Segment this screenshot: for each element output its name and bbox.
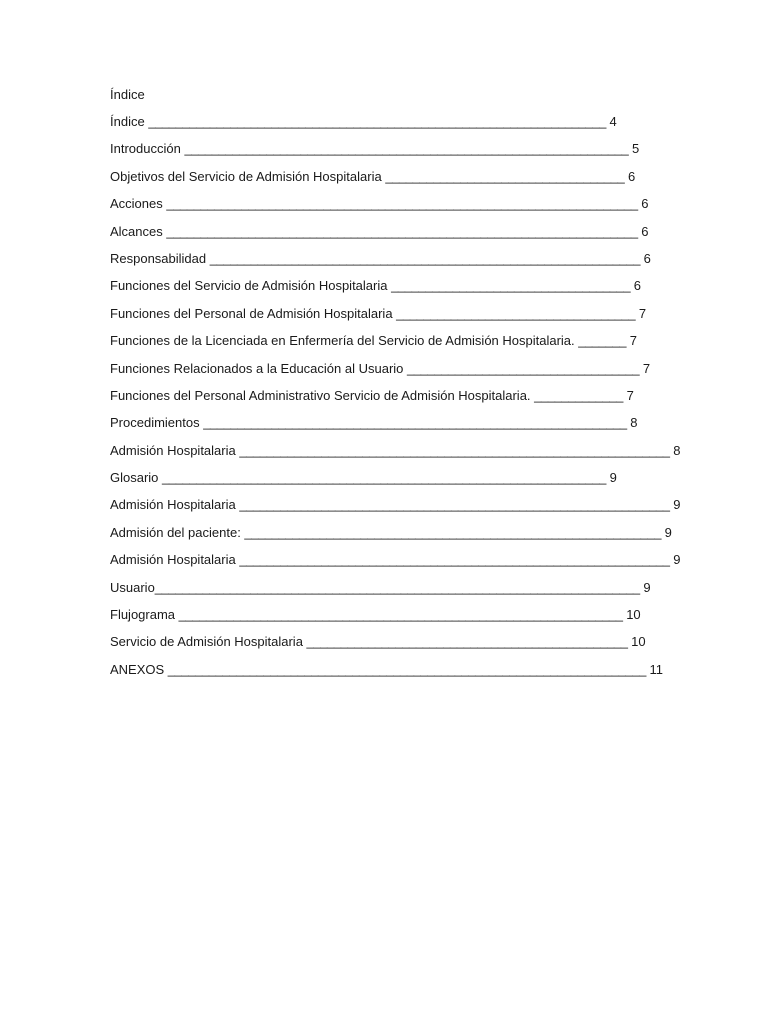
- toc-entry[interactable]: [110, 551, 681, 568]
- toc-entry-title: Servicio de Admisión Hospitalaria: [110, 634, 307, 650]
- toc-entry[interactable]: [110, 442, 681, 459]
- toc-entry-title: Admisión del paciente:: [110, 524, 245, 540]
- toc-entry-title: Alcances: [110, 223, 167, 239]
- toc-entry-page: 7: [626, 333, 637, 349]
- toc-entry-page: 9: [669, 497, 681, 513]
- toc-entry-page: 9: [639, 579, 651, 595]
- toc-entry[interactable]: [110, 414, 670, 431]
- toc-entry-title: Admisión Hospitalaria: [110, 552, 240, 568]
- toc-entry[interactable]: [110, 223, 670, 240]
- toc-entry-title: Índice: [110, 114, 149, 129]
- toc-entry-page: 4: [605, 114, 617, 129]
- toc-entry-leader: _________________________________________________________________: [184, 141, 629, 157]
- toc-entry-page: 10: [627, 634, 646, 650]
- toc-entry-leader: ______________________________________________________________: [203, 415, 627, 431]
- toc-entry-title: Procedimientos: [110, 415, 204, 431]
- toc-entry-title: Funciones del Personal de Admisión Hospitalaria: [110, 305, 397, 321]
- toc-entry-title: Usuario: [110, 579, 155, 595]
- toc-entry-leader: _______________________________________________________________: [239, 552, 670, 568]
- toc-entry-leader: ___________________________________: [385, 168, 625, 184]
- toc-entry-page: 7: [622, 387, 634, 403]
- toc-entry-title: Responsabilidad: [110, 250, 210, 266]
- toc-entry[interactable]: [110, 277, 670, 294]
- toc-entry-leader: _______________________________________________: [306, 634, 628, 650]
- toc-entry-leader: _______: [578, 333, 627, 349]
- toc-entry[interactable]: [110, 360, 670, 377]
- toc-entry-leader: ______________________________________________________________________: [167, 661, 646, 677]
- toc-entry-leader: ___________________________________________________________________: [148, 114, 606, 129]
- toc-entry-page: 9: [605, 470, 617, 486]
- toc-entry-title: Funciones del Personal Administrativo Servicio de Admisión Hospitalaria.: [110, 387, 535, 403]
- toc-entry[interactable]: [110, 140, 670, 157]
- toc-entry[interactable]: [110, 496, 681, 513]
- toc-entry[interactable]: [110, 606, 670, 623]
- toc-entry-title: Funciones de la Licenciada en Enfermería del Servicio de Admisión Hospitalaria.: [110, 333, 579, 349]
- toc-entry-page: 5: [628, 141, 640, 157]
- toc-entry-leader: _______________________________________________________________: [239, 442, 670, 458]
- toc-entry-page: 7: [635, 305, 647, 321]
- toc-entry-title: Glosario: [110, 470, 163, 486]
- toc-entry-page: 6: [637, 223, 649, 239]
- toc-entry-leader: _______________________________________________________________: [239, 497, 670, 513]
- toc-entry-leader: _______________________________________________________________________: [154, 579, 640, 595]
- toc-entry-leader: _________________________________________________________________: [178, 607, 623, 623]
- toc-entry-page: 7: [639, 360, 651, 376]
- toc-entry-page: 6: [624, 168, 636, 184]
- toc-entry-leader: _____________________________________________________________________: [166, 223, 638, 239]
- toc-entry-page: 9: [661, 524, 672, 540]
- toc-entry-title: Introducción: [110, 141, 185, 157]
- toc-entry-page: 11: [645, 661, 664, 677]
- toc-entry-title: Admisión Hospitalaria: [110, 442, 240, 458]
- toc-entry[interactable]: [110, 332, 670, 349]
- toc-entry-title: Objetivos del Servicio de Admisión Hospitalaria: [110, 168, 386, 184]
- toc-entry-title: Admisión Hospitalaria: [110, 497, 240, 513]
- toc-entry-page: 9: [669, 552, 681, 568]
- toc-entry-page: 8: [669, 442, 681, 458]
- toc-entry-title: Funciones del Servicio de Admisión Hospitalaria: [110, 278, 392, 294]
- toc-entry-leader: ___________________________________: [391, 278, 631, 294]
- toc-entry[interactable]: [110, 168, 670, 185]
- toc-entry-leader: _____________________________________________________________________: [166, 196, 638, 212]
- toc-entry-leader: _____________________________________________________________: [244, 524, 662, 540]
- toc-entry[interactable]: [110, 579, 670, 596]
- toc-entry-leader: ___________________________________: [396, 305, 636, 321]
- toc-entry-page: 6: [640, 250, 651, 266]
- toc-entry-leader: _____________: [534, 387, 623, 403]
- toc-entry-page: 6: [630, 278, 641, 294]
- toc-entry-title: Funciones Relacionados a la Educación al Usuario: [110, 360, 408, 376]
- toc-entry-leader: _________________________________________________________________: [162, 470, 606, 486]
- toc-entry-title: ANEXOS: [110, 661, 168, 677]
- toc-entry[interactable]: [110, 633, 670, 650]
- toc-entry-page: 10: [622, 607, 641, 623]
- toc-entry[interactable]: [110, 661, 670, 678]
- toc-entry[interactable]: [110, 469, 670, 486]
- toc-heading: Índice: [110, 87, 145, 102]
- toc-entry-leader: __________________________________: [407, 360, 640, 376]
- toc-entry[interactable]: [110, 524, 670, 541]
- toc-entry[interactable]: [110, 250, 670, 267]
- table-of-contents: [110, 86, 681, 688]
- toc-entry[interactable]: [110, 387, 670, 404]
- toc-entry[interactable]: [110, 305, 670, 322]
- toc-entry-page: 8: [626, 415, 638, 431]
- toc-entry-page: 6: [637, 196, 649, 212]
- toc-entry[interactable]: [110, 113, 670, 130]
- toc-entry-title: Flujograma: [110, 607, 179, 623]
- toc-entry-title: Acciones: [110, 196, 167, 212]
- toc-entry-leader: _______________________________________________________________: [209, 250, 641, 266]
- toc-entry[interactable]: [110, 195, 670, 212]
